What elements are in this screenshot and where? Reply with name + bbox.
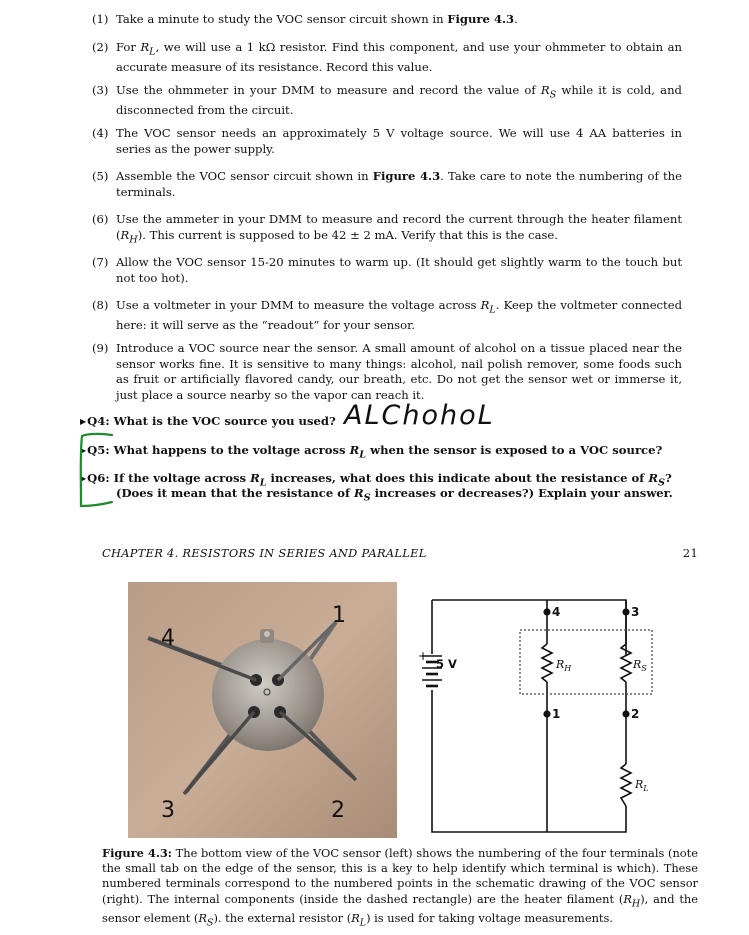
sensor-photo-drawing [128,582,397,838]
photo-label-2: 2 [331,798,345,823]
rl-label: $R_L$ [635,778,649,793]
rh-label: $R_H$ [556,658,572,673]
question-q6: ▶Q6: If the voltage across $R_L$ increases, what does this indicate about the resistance of $R_S$? [80,471,672,489]
step-3: (3) Use the ohmmeter in your DMM to measure and record the value of $R_S$ while it is cold, and disconnected from the circuit. [92,83,682,117]
question-q6-line2: (Does it mean that the resistance of $R_S$ increases or decreases?) Explain your answer. [116,486,673,504]
running-head: CHAPTER 4. RESISTORS IN SERIES AND PARALLEL 21 [102,546,698,560]
step-9: (9) Introduce a VOC source near the sensor. A small amount of alcohol on a tissue placed near the sensor works fine. It is sensitive to many things: alcohol, nail polish remover, some foods such as fruit or artificially flavored candy, our breath, etc. Do not get the sensor wet or immerse it, just place a source nearby so the vapor can reach it. [92,341,682,402]
page-number: 21 [682,546,698,560]
sensor-photo [128,582,397,838]
arrow-marker-icon: ▶ [80,446,87,455]
step-2: (2) For $R_L$, we will use a 1 kΩ resistor. Find this component, and use your ohmmeter to obtain an accurate measure of its resistance. Record this value. [92,40,682,74]
photo-label-1: 1 [332,603,346,628]
step-7: (7) Allow the VOC sensor 15-20 minutes to warm up. (It should get slightly warm to the touch but not too hot). [92,255,682,285]
node-label-4: 4 [552,605,561,619]
node-label-2: 2 [631,707,640,721]
source-voltage-label: 5 V [436,657,457,671]
photo-label-3: 3 [161,798,175,823]
node-label-3: 3 [631,605,640,619]
question-q5: ▶Q5: What happens to the voltage across $R_L$ when the sensor is exposed to a VOC source? [80,443,663,461]
arrow-marker-icon: ▶ [80,474,87,483]
question-q4: ▶Q4: What is the VOC source you used? [80,414,336,428]
step-6: (6) Use the ammeter in your DMM to measure and record the current through the heater filament $(R_H)$. This current is supposed to be 42 ± 2 mA. Verify that this is the case. [92,212,682,245]
step-5: (5) Assemble the VOC sensor circuit shown in Figure 4.3. Take care to note the numbering of the terminals. [92,169,682,199]
handwritten-answer-q4: ALChohoL [344,400,495,431]
step-8: (8) Use a voltmeter in your DMM to measure the voltage across $R_L$. Keep the voltmeter connected here: it will serve as the “readout” for your sensor. [92,298,682,332]
figure-caption: Figure 4.3: The bottom view of the VOC sensor (left) shows the numbering of the four terminals (note the small tab on the edge of the sensor, this is a key to help identify which terminal is which). These numbered terminals correspond to the numbered points in the schematic drawing of the VOC sensor (right). The internal components (inside the dashed rectangle) are the heater filament $(R_H)$, and the sensor element $(R_S)$. the external resistor $(R_L)$ is used for taking voltage measurements. [102,846,698,929]
rs-label: $R_S$ [633,658,647,673]
circuit-schematic [412,596,672,840]
green-bracket-annotation [78,432,114,510]
step-1: (1) Take a minute to study the VOC sensor circuit shown in Figure 4.3. [92,12,518,26]
photo-label-4: 4 [161,626,175,651]
arrow-marker-icon: ▶ [80,417,87,426]
battery-plus-label: + [418,649,429,663]
step-4: (4) The VOC sensor needs an approximately 5 V voltage source. We will use 4 AA batteries in series as the power supply. [92,126,682,156]
node-label-1: 1 [552,707,561,721]
